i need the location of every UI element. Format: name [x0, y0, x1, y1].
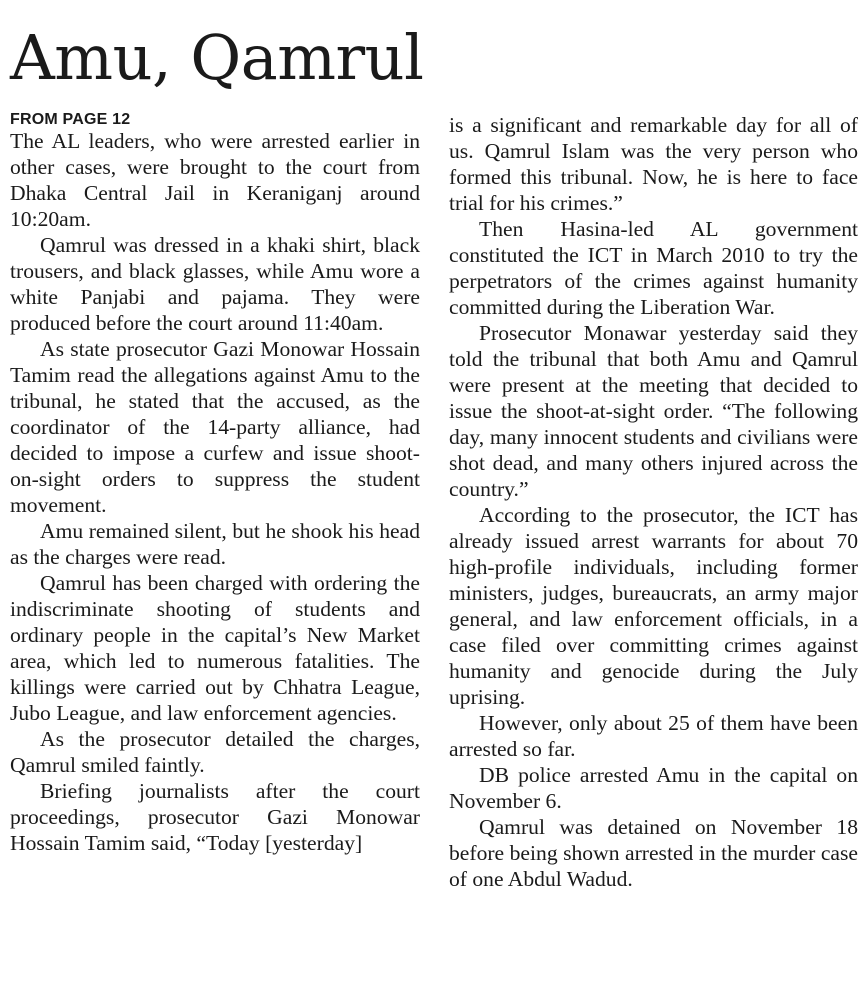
paragraph-8: Then Hasina-led AL government constituted the ICT in March 2010 to try the perpetrators of the crimes against humanity committed during the Liberation War.	[449, 217, 858, 319]
jump-line: FROM PAGE 12	[10, 111, 131, 128]
paragraph-7-continued: is a significant and remarkable day for all of us. Qamrul Islam was the very person who formed this tribunal. Now, he is here to face trial for his crimes.”	[449, 113, 858, 215]
article-column-left	[10, 112, 420, 856]
paragraph-3: As state prosecutor Gazi Monowar Hossain Tamim read the allegations against Amu to the tribunal, he stated that the accused, as the coordinator of the 14-party alliance, had decided to impose a curfew and issue shoot-on-sight orders to suppress the student movement.	[10, 337, 420, 517]
paragraph-4: Amu remained silent, but he shook his head as the charges were read.	[10, 519, 420, 569]
paragraph-5: Qamrul has been charged with ordering the indiscriminate shooting of students and ordinary people in the capital’s New Market area, which led to numerous fatalities. The killings were carried out by Chhatra League, Jubo League, and law enforcement agencies.	[10, 571, 420, 725]
paragraph-1: The AL leaders, who were arrested earlier in other cases, were brought to the court from Dhaka Central Jail in Keraniganj around 10:20am.	[10, 129, 420, 231]
paragraph-10: According to the prosecutor, the ICT has already issued arrest warrants for about 70 high-profile individuals, including former ministers, judges, bureaucrats, an army major general, and law enforcement officials, in a case filed over committing crimes against humanity and genocide during the July uprising.	[449, 503, 858, 709]
paragraph-12: DB police arrested Amu in the capital on November 6.	[449, 763, 858, 813]
headline: Amu, Qamrul	[10, 21, 424, 94]
paragraph-13: Qamrul was detained on November 18 before being shown arrested in the murder case of one Abdul Wadud.	[449, 815, 858, 891]
paragraph-7: Briefing journalists after the court proceedings, prosecutor Gazi Monowar Hossain Tamim said, “Today [yesterday]	[10, 779, 420, 855]
paragraph-9: Prosecutor Monawar yesterday said they told the tribunal that both Amu and Qamrul were present at the meeting that decided to issue the shoot-at-sight order. “The following day, many innocent students and civilians were shot dead, and many others injured across the country.”	[449, 321, 858, 501]
paragraph-11: However, only about 25 of them have been arrested so far.	[449, 711, 858, 761]
paragraph-2: Qamrul was dressed in a khaki shirt, black trousers, and black glasses, while Amu wore a white Panjabi and pajama. They were produced before the court around 11:40am.	[10, 233, 420, 335]
article-column-right	[449, 112, 858, 892]
paragraph-6: As the prosecutor detailed the charges, Qamrul smiled faintly.	[10, 727, 420, 777]
